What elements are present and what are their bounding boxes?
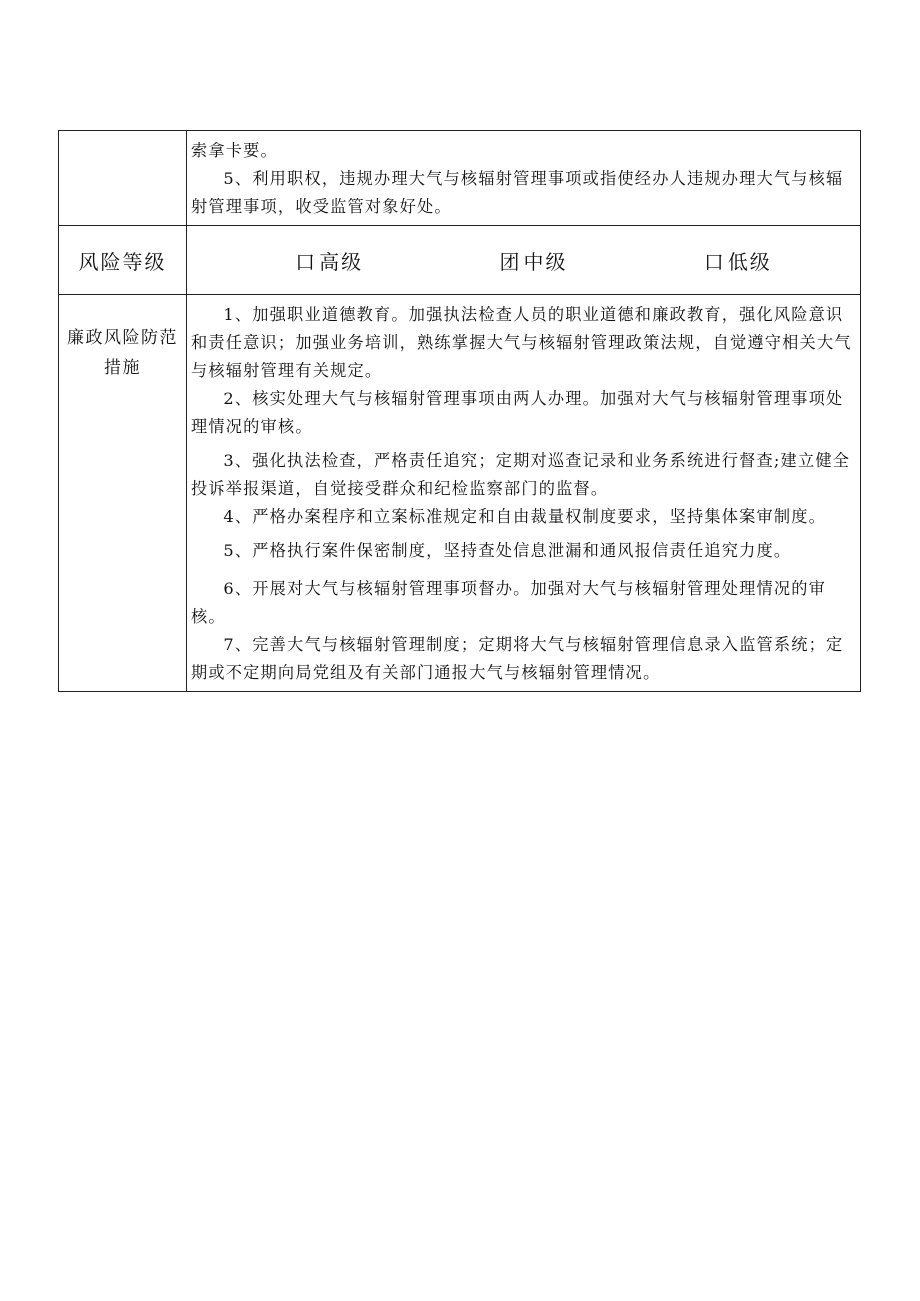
measures-content-cell bbox=[187, 295, 861, 692]
risk-level-options-cell bbox=[187, 226, 861, 295]
measure-paragraph: 2、核实处理大气与核辐射管理事项由两人办理。加强对大气与核辐射管理事项处理情况的审核。 bbox=[191, 389, 844, 436]
risk-control-table bbox=[58, 130, 861, 692]
table-row-risk-description bbox=[59, 131, 861, 226]
empty-checkbox-icon: 口 bbox=[703, 249, 726, 274]
risk-option-label: 低级 bbox=[727, 249, 772, 274]
measures-label-cell bbox=[59, 295, 187, 692]
measure-paragraph: 3、强化执法检查，严格责任追究；定期对巡查记录和业务系统进行督查;建立健全投诉举报渠道，自觉接受群众和纪检监察部门的监督。 bbox=[191, 451, 851, 498]
description-paragraph: 索拿卡要。 bbox=[191, 141, 278, 160]
measure-paragraph: 1、加强职业道德教育。加强执法检查人员的职业道德和廉政教育，强化风险意识和责任意识；加强业务培训，熟练掌握大气与核辐射管理政策法规，自觉遵守相关大气与核辐射管理有关规定。 bbox=[191, 305, 852, 380]
empty-label-cell bbox=[59, 131, 187, 226]
measure-paragraph: 4、严格办案程序和立案标准规定和自由裁量权制度要求，坚持集体案审制度。 bbox=[223, 507, 827, 526]
measure-paragraph: 7、完善大气与核辐射管理制度；定期将大气与核辐射管理信息录入监管系统；定期或不定期向局党组及有关部门通报大气与核辐射管理情况。 bbox=[191, 635, 844, 682]
risk-option-medium[interactable] bbox=[499, 246, 567, 275]
risk-level-label: 风险等级 bbox=[59, 226, 187, 295]
risk-description-cell bbox=[187, 131, 861, 226]
risk-option-low[interactable] bbox=[704, 246, 772, 275]
checked-checkbox-icon: 团 bbox=[499, 249, 522, 274]
measure-paragraph: 6、开展对大气与核辐射管理事项督办。加强对大气与核辐射管理处理情况的审核。 bbox=[191, 579, 827, 626]
description-paragraph: 5、利用职权，违规办理大气与核辐射管理事项或指使经办人违规办理大气与核辐射管理事项，收受监管对象好处。 bbox=[191, 169, 844, 216]
table-row-risk-level bbox=[59, 226, 861, 295]
risk-option-label: 高级 bbox=[319, 249, 364, 274]
measure-paragraph: 5、严格执行案件保密制度，坚持查处信息泄漏和通风报信责任追究力度。 bbox=[223, 541, 792, 560]
empty-checkbox-icon: 口 bbox=[295, 249, 318, 274]
table-row-prevention-measures bbox=[59, 295, 861, 692]
risk-option-label: 中级 bbox=[523, 249, 568, 274]
measures-label: 廉政风险防范措施 bbox=[67, 328, 178, 378]
risk-option-high[interactable] bbox=[295, 246, 363, 275]
